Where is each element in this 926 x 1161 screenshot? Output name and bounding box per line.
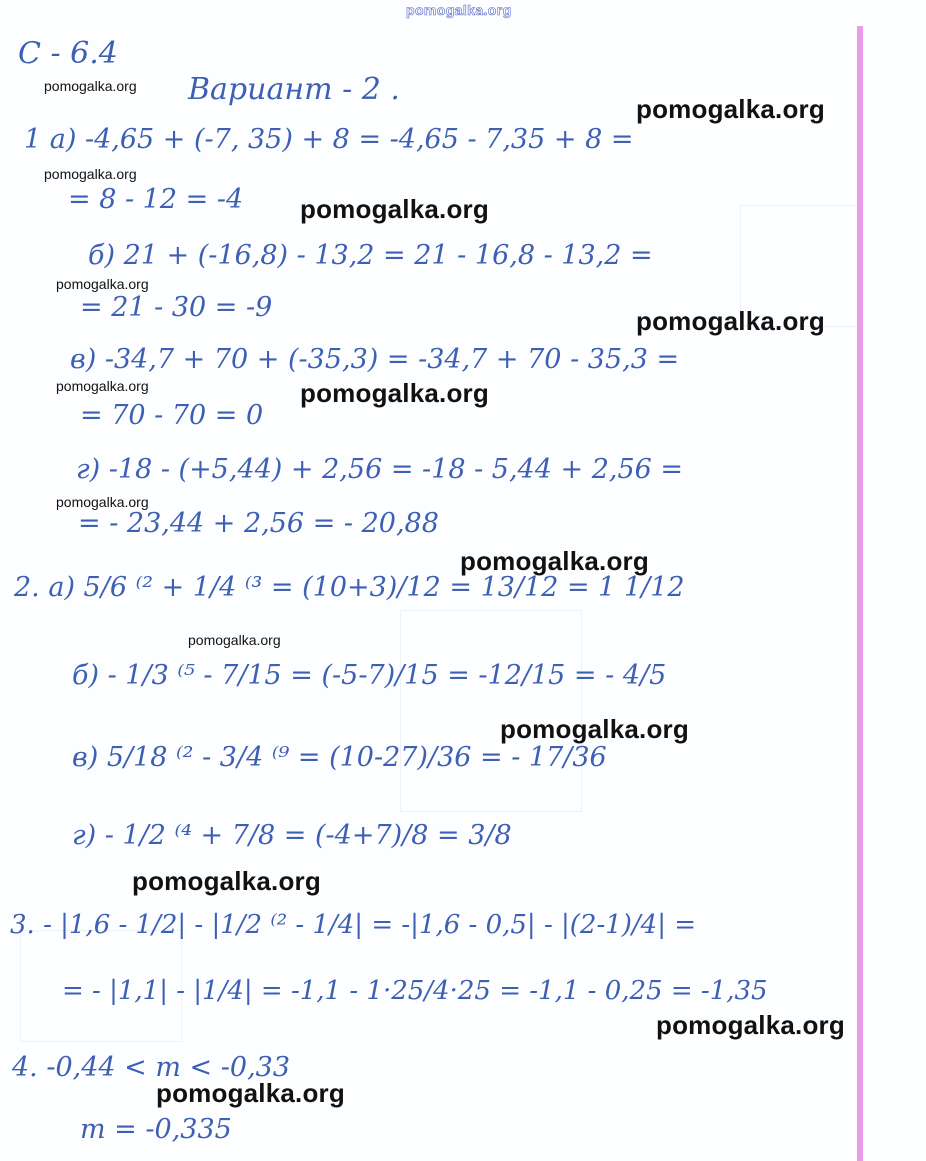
watermark: pomogalka.org (500, 714, 689, 744)
watermark: pomogalka.org (156, 1078, 345, 1108)
task2-a: 2. а) 5/6 ⁽² + 1/4 ⁽³ = (10+3)/12 = 13/12 = 1 1/12 (14, 572, 685, 603)
watermark-small: pomogalka.org (44, 78, 137, 94)
watermark: pomogalka.org (300, 378, 489, 408)
watermark-small: pomogalka.org (188, 632, 281, 648)
task2-g: г) - 1/2 ⁽⁴ + 7/8 = (-4+7)/8 = 3/8 (72, 820, 512, 851)
task1-a-line2: = 8 - 12 = -4 (68, 184, 244, 215)
watermark-small: pomogalka.org (56, 494, 149, 510)
task2-v: в) 5/18 ⁽² - 3/4 ⁽⁹ = (10-27)/36 = - 17/36 (72, 742, 607, 773)
margin-line (857, 26, 863, 1161)
task3-line2: = - |1,1| - |1/4| = -1,1 - 1·25/4·25 = -1,1 - 0,25 = -1,35 (62, 976, 768, 1006)
watermark: pomogalka.org (656, 1010, 845, 1040)
task4-line2: m = -0,335 (80, 1114, 232, 1145)
watermark: pomogalka.org (460, 546, 649, 576)
task1-g-line2: = - 23,44 + 2,56 = - 20,88 (78, 508, 439, 539)
watermark: pomogalka.org (132, 866, 321, 896)
task1-b-line2: = 21 - 30 = -9 (80, 292, 273, 323)
paper-grid-ghost (400, 610, 582, 812)
task1-v-line1: в) -34,7 + 70 + (-35,3) = -34,7 + 70 - 35,3 = (70, 344, 680, 375)
task1-g-line1: г) -18 - (+5,44) + 2,56 = -18 - 5,44 + 2,56 = (76, 454, 684, 485)
task1-b-line1: б) 21 + (-16,8) - 13,2 = 21 - 16,8 - 13,2 = (88, 240, 653, 271)
header-watermark: pomogalka.org (406, 2, 512, 18)
task4-line1: 4. -0,44 < m < -0,33 (12, 1052, 291, 1083)
watermark-small: pomogalka.org (44, 166, 137, 182)
watermark-small: pomogalka.org (56, 378, 149, 394)
task1-v-line2: = 70 - 70 = 0 (80, 400, 264, 431)
task1-a-line1: 1 а) -4,65 + (-7, 35) + 8 = -4,65 - 7,35 + 8 = (24, 124, 634, 155)
task2-b: б) - 1/3 ⁽⁵ - 7/15 = (-5-7)/15 = -12/15 = - 4/5 (72, 660, 667, 691)
watermark: pomogalka.org (636, 306, 825, 336)
variant-title: Вариант - 2 . (188, 72, 400, 107)
document-id: С - 6.4 (18, 36, 118, 71)
watermark-small: pomogalka.org (56, 276, 149, 292)
task3-line1: 3. - |1,6 - 1/2| - |1/2 ⁽² - 1/4| = -|1,6 - 0,5| - |(2-1)/4| = (10, 910, 697, 940)
watermark: pomogalka.org (300, 194, 489, 224)
watermark: pomogalka.org (636, 94, 825, 124)
